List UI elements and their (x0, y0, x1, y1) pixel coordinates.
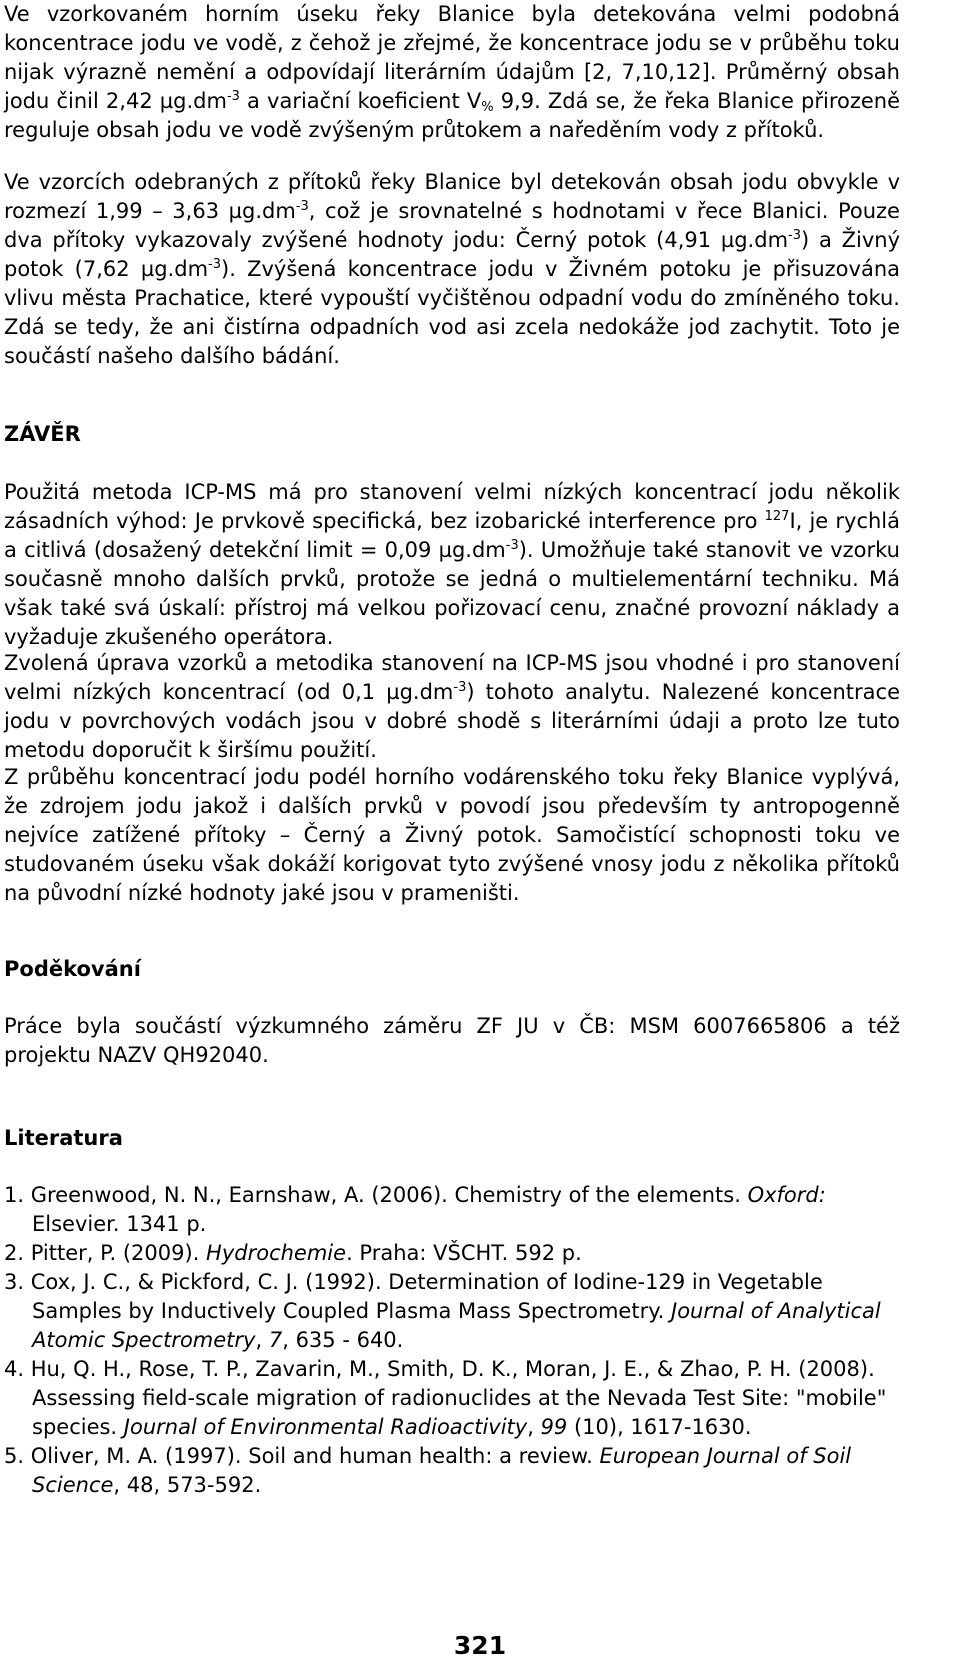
conclusion-paragraph-method: Použitá metoda ICP-MS má pro stanovení velmi nízkých koncentrací jodu několik zásadních výhod: Je prvkově specifická, bez izobarické interference pro $^{127}$I, je rychlá a citlivá (dosažený detekční limit = 0,09 $\mu g.dm^{-3}$). Umožňuje také stanovit ve vzorku současně mnoho dalších prvků, protože se jedná o multielementární techniku. Má však také svá úskalí: přístroj má velkou pořizovací cenu, značné provozní náklady a vyžaduje zkušeného operátora. (4, 480, 901, 649)
results-paragraph-river: Ve vzorkovaném horním úseku řeky Blanice byla detekována velmi podobná koncentrace jodu ve vodě, z čehož je zřejmé, že koncentrace jodu se v průběhu toku nijak výrazně nemění a odpovídají literárním údajům [2, 7,10,12]. Průměrný obsah jodu činil 2,42 $\mu g.dm^{-3}$ a variační koeficient $V_{\%}$ 9,9. Zdá se, že řeka Blanice přirozeně reguluje obsah jodu ve vodě zvýšeným průtokem a naředěním vody z přítoků. (4, 2, 901, 142)
reference-item: 4. Hu, Q. H., Rose, T. P., Zavarin, M., Smith, D. K., Moran, J. E., & Zhao, P. H. (2008). Assessing field-scale migration of radionuclides at the Nevada Test Site: "mobile" species. Journal of Environmental Radioactivity, 99 (10), 1617-1630. (4, 1357, 887, 1439)
page-number: 321 (453, 1631, 507, 1660)
conclusion-paragraph-suitability: Zvolená úprava vzorků a metodika stanovení na ICP-MS jsou vhodné i pro stanovení velmi nízkých koncentrací (od 0,1 $\mu g.dm^{-3}$) tohoto analytu. Nalezené koncentrace jodu v povrchových vodách jsou v dobré shodě s literárními údaji a proto lze tuto metodu doporučit k širšímu použití. (4, 651, 900, 762)
reference-item: 2. Pitter, P. (2009). Hydrochemie. Praha: VŠCHT. 592 p. (4, 1241, 582, 1265)
reference-list (4, 1181, 900, 1500)
literature-heading: Literatura (4, 1126, 123, 1150)
conclusion-paragraph-sources: Z průběhu koncentrací jodu podél horního vodárenského toku řeky Blanice vyplývá, že zdrojem jodu jakož i dalších prvků v povodí jsou především ty antropogenně nejvíce zatížené přítoky – Černý a Živný potok. Samočistící schopnosti toku ve studovaném úseku však dokáží korigovat tyto zvýšené vnosy jodu z několika přítoků na původní nízké hodnoty jaké jsou v prameništi. (4, 765, 900, 905)
conclusion-heading: ZÁVĚR (4, 422, 81, 446)
acknowledgement-text: Práce byla součástí výzkumného záměru ZF JU v ČB: MSM 6007665806 a též projektu NAZV QH92040. (4, 1014, 900, 1067)
results-paragraph-tributaries: Ve vzorcích odebraných z přítoků řeky Blanice byl detekován obsah jodu obvykle v rozmezí 1,99 – 3,63 $\mu g.dm^{-3}$, což je srovnatelné s hodnotami v řece Blanici. Pouze dva přítoky vykazovaly zvýšené hodnoty jodu: Černý potok (4,91 $\mu g.dm^{-3}$) a Živný potok (7,62 $\mu g.dm^{-3}$). Zvýšená koncentrace jodu v Živném potoku je přisuzována vlivu města Prachatice, které vypouští vyčištěnou odpadní vodu do zmíněného toku. Zdá se tedy, že ani čistírna odpadních vod asi zcela nedokáže jod zachytit. Toto je součástí našeho dalšího bádání. (4, 170, 900, 368)
reference-item: 5. Oliver, M. A. (1997). Soil and human health: a review. European Journal of Soil Science, 48, 573-592. (4, 1444, 852, 1497)
reference-item: 3. Cox, J. C., & Pickford, C. J. (1992). Determination of Iodine-129 in Vegetable Samples by Inductively Coupled Plasma Mass Spectrometry. Journal of Analytical Atomic Spectrometry, 7, 635 - 640. (4, 1270, 881, 1352)
acknowledgement-heading: Poděkování (4, 957, 141, 981)
reference-item: 1. Greenwood, N. N., Earnshaw, A. (2006). Chemistry of the elements. Oxford: Elsevier. 1341 p. (4, 1183, 826, 1236)
